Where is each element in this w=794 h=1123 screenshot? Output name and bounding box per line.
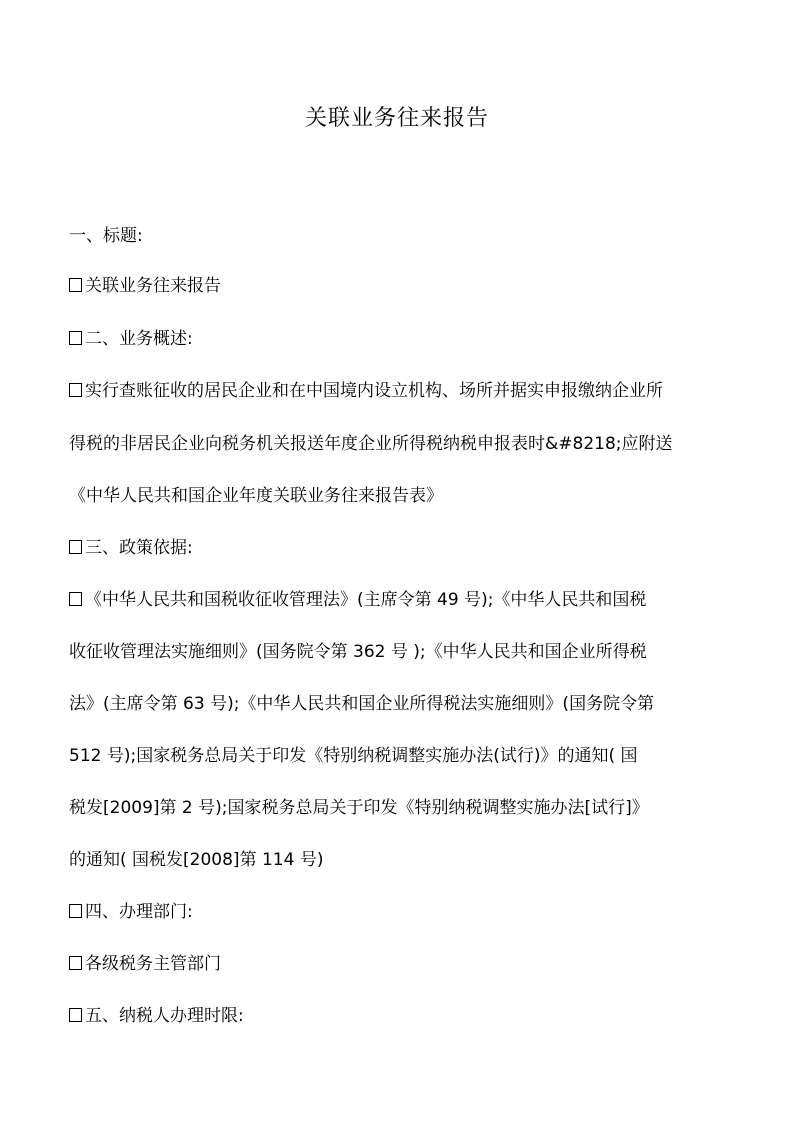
heading-3-policy: 三、政策依据:: [69, 536, 729, 560]
heading-1-title: 一、标题:: [69, 226, 143, 246]
policy-line-5: 税发[2009]第 2 号);国家税务总局关于印发《特别纳税调整实施办法[试行]》: [69, 798, 649, 818]
policy-line-2: 收征收管理法实施细则》(国务院令第 362 号 );《中华人民共和国企业所得税: [69, 642, 647, 662]
checkbox-square-icon: [69, 540, 82, 554]
policy-line-6: 的通知( 国税发[2008]第 114 号): [69, 850, 324, 870]
paragraph-title-value: 关联业务往来报告: [69, 274, 729, 298]
overview-line-1: 实行查账征收的居民企业和在中国境内设立机构、场所并据实申报缴纳企业所: [69, 379, 729, 403]
heading-5-deadline: 五、纳税人办理时限:: [69, 1004, 729, 1028]
checkbox-square-icon: [69, 1008, 82, 1022]
policy-line-1: 《中华人民共和国税收征收管理法》(主席令第 49 号);《中华人民共和国税: [69, 588, 729, 612]
checkbox-square-icon: [69, 278, 82, 292]
checkbox-square-icon: [69, 592, 82, 606]
policy-line-3: 法》(主席令第 63 号);《中华人民共和国企业所得税法实施细则》(国务院令第: [69, 694, 655, 714]
checkbox-square-icon: [69, 383, 82, 397]
overview-line-3: 《中华人民共和国企业年度关联业务往来报告表》: [69, 486, 443, 506]
heading-4-department: 四、办理部门:: [69, 900, 729, 924]
document-title: 关联业务往来报告: [304, 106, 489, 131]
checkbox-square-icon: [69, 331, 82, 345]
overview-line-2: 得税的非居民企业向税务机关报送年度企业所得税纳税申报表时&#8218;应附送: [69, 434, 673, 454]
policy-line-4: 512 号);国家税务总局关于印发《特别纳税调整实施办法(试行)》的通知( 国: [69, 746, 638, 766]
checkbox-square-icon: [69, 956, 82, 970]
checkbox-square-icon: [69, 904, 82, 918]
heading-2-overview: 二、业务概述:: [69, 327, 729, 351]
department-value: 各级税务主管部门: [69, 952, 729, 976]
